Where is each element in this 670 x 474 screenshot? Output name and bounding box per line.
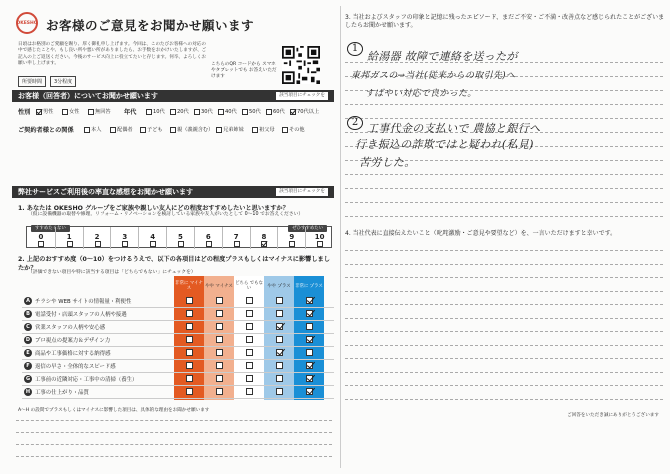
answer-number-1: 1 bbox=[347, 42, 363, 56]
scale-option-5[interactable] bbox=[166, 227, 194, 249]
scale-option-0[interactable] bbox=[27, 227, 55, 249]
duration-label: 所要時間 bbox=[18, 76, 46, 87]
gender-checkbox-male[interactable] bbox=[36, 109, 42, 115]
service-section-header bbox=[12, 186, 334, 198]
age-option-20s[interactable] bbox=[170, 108, 189, 115]
gender-option-label: 男性 bbox=[43, 109, 54, 115]
scale-checkbox[interactable] bbox=[95, 241, 101, 247]
col-header-neutral: どちら でもない bbox=[235, 281, 263, 291]
rating-checkbox[interactable] bbox=[276, 349, 283, 356]
item-label: 営業スタッフの人柄や安心感 bbox=[35, 324, 106, 331]
question-4: 4. 当社代表に直接伝えたいこと（叱咤激励・ご意見や要望など）を、一言いただけますと幸いです。 bbox=[345, 230, 617, 237]
writing-line[interactable] bbox=[16, 432, 332, 433]
writing-line[interactable] bbox=[345, 277, 663, 278]
writing-line[interactable] bbox=[345, 304, 663, 305]
item-badge: B bbox=[24, 310, 32, 318]
rating-item bbox=[24, 308, 174, 319]
rating-checkbox[interactable] bbox=[276, 375, 283, 382]
relation-option-self[interactable] bbox=[84, 126, 101, 133]
qr-code-icon[interactable] bbox=[282, 46, 320, 84]
age-option-label: 10代 bbox=[153, 109, 165, 115]
left-panel bbox=[6, 4, 336, 470]
rating-checkbox[interactable] bbox=[276, 310, 283, 317]
rating-checkbox[interactable] bbox=[246, 310, 253, 317]
item-label: チラシや WEB サイトの情報量・利便性 bbox=[35, 298, 132, 305]
rating-checkbox[interactable] bbox=[186, 362, 193, 369]
rating-checkbox[interactable] bbox=[186, 375, 193, 382]
rating-checkbox[interactable] bbox=[216, 323, 223, 330]
age-checkbox[interactable] bbox=[242, 109, 248, 115]
relation-option-other[interactable] bbox=[282, 126, 305, 133]
gender-label: 性別 bbox=[18, 109, 31, 116]
handwritten-line: 給湯器 故障で連絡を送ったが bbox=[367, 50, 518, 63]
rating-checkbox[interactable] bbox=[246, 362, 253, 369]
answer-number-2: 2 bbox=[347, 116, 363, 130]
age-option-10s[interactable] bbox=[146, 108, 165, 115]
thank-you-note: ご回答をいただき誠にありがとうございます bbox=[567, 413, 659, 418]
col-header-slightly-positive: やや プラス bbox=[267, 283, 291, 289]
item-badge: G bbox=[25, 375, 31, 382]
rating-checkbox[interactable] bbox=[216, 349, 223, 356]
writing-line[interactable] bbox=[345, 385, 663, 386]
age-checkbox[interactable] bbox=[266, 109, 272, 115]
relation-option-label: その他 bbox=[289, 127, 305, 133]
relation-option-label: 祖父母 bbox=[259, 127, 275, 133]
rating-item bbox=[24, 360, 174, 371]
rating-checkbox[interactable] bbox=[216, 375, 223, 382]
scale-checkbox[interactable] bbox=[261, 241, 267, 247]
row-divider bbox=[22, 398, 334, 399]
rating-checkbox[interactable] bbox=[216, 297, 223, 304]
scale-checkbox[interactable] bbox=[178, 241, 184, 247]
scale-number: 9 bbox=[289, 233, 295, 241]
relation-checkbox[interactable] bbox=[252, 127, 258, 133]
scale-checkbox[interactable] bbox=[122, 241, 128, 247]
writing-line[interactable] bbox=[345, 372, 663, 373]
writing-line[interactable] bbox=[345, 331, 663, 332]
rating-checkbox[interactable] bbox=[246, 388, 253, 395]
right-panel bbox=[345, 4, 665, 470]
age-label: 年代 bbox=[124, 109, 137, 116]
col-header-very-negative: 非常に マイナス bbox=[175, 281, 203, 291]
item-badge: F bbox=[24, 362, 32, 370]
relation-option-label: 子ども bbox=[147, 127, 163, 133]
question-2: 2. 上記のおすすめ度（0〜10）をつけるうえで、以下の各項目はどの程度プラスもしくはマイナスに影響しましたか？ bbox=[18, 256, 330, 272]
scale-checkbox[interactable] bbox=[38, 241, 44, 247]
seal-text: OKESHO bbox=[16, 20, 38, 26]
rating-item bbox=[24, 321, 174, 332]
scale-number: 2 bbox=[94, 233, 100, 241]
age-option-label: 60代 bbox=[273, 109, 285, 115]
item-badge: A bbox=[24, 297, 32, 305]
age-option-label: 50代 bbox=[249, 109, 261, 115]
scale-number: 8 bbox=[261, 233, 267, 241]
rating-item bbox=[24, 386, 174, 397]
recommend-scale bbox=[26, 226, 332, 248]
rating-checkbox[interactable] bbox=[306, 323, 313, 330]
page-title: お客様のご意見をお聞かせ願います bbox=[46, 18, 255, 33]
age-checkbox[interactable] bbox=[170, 109, 176, 115]
item-badge: D bbox=[25, 336, 31, 343]
rating-checkbox[interactable] bbox=[276, 323, 283, 330]
rating-checkbox[interactable] bbox=[276, 336, 283, 343]
relation-checkbox[interactable] bbox=[84, 127, 90, 133]
age-option-60s[interactable] bbox=[266, 108, 285, 115]
scale-number: 6 bbox=[205, 233, 211, 241]
scale-option-7[interactable] bbox=[222, 227, 250, 249]
age-option-40s[interactable] bbox=[218, 108, 237, 115]
writing-line[interactable] bbox=[16, 444, 332, 445]
relation-checkbox[interactable] bbox=[140, 127, 146, 133]
writing-line[interactable] bbox=[345, 174, 663, 175]
age-checkbox-checked[interactable] bbox=[290, 109, 296, 115]
scale-checkbox[interactable] bbox=[289, 241, 295, 247]
question-3: 3. 当社およびスタッフの印象と記憶に残ったエピソード、まだご不安・ご不満・改善点など感じられたことがございましたらお聞かせ願います。 bbox=[345, 14, 665, 29]
reason-note: A〜H の設問でプラスもしくはマイナスに影響した項目は、具体的な理由をお聞かせ願います bbox=[18, 408, 210, 413]
writing-line[interactable] bbox=[345, 399, 663, 400]
rating-checkbox[interactable] bbox=[246, 323, 253, 330]
relation-checkbox[interactable] bbox=[170, 127, 176, 133]
age-option-label: 40代 bbox=[225, 109, 237, 115]
gender-option-female[interactable] bbox=[62, 108, 79, 115]
handwritten-line: 苦労した。 bbox=[359, 156, 416, 169]
col-header-very-positive: 非常に プラス bbox=[295, 283, 323, 289]
gender-option-male[interactable] bbox=[36, 108, 53, 115]
item-label: 工事前の近隣対応・工事中の清掃（養生） bbox=[35, 376, 138, 383]
relation-option-label: 親（義親含む） bbox=[177, 127, 214, 133]
relation-checkbox[interactable] bbox=[216, 127, 222, 133]
scale-option-1[interactable] bbox=[55, 227, 83, 249]
relation-option-sibling[interactable] bbox=[216, 126, 244, 133]
rating-checkbox[interactable] bbox=[246, 336, 253, 343]
rating-checkbox[interactable] bbox=[246, 349, 253, 356]
item-label: 返信の早さ・全体的なスピード感 bbox=[35, 363, 116, 370]
writing-line[interactable] bbox=[345, 104, 663, 105]
company-seal bbox=[16, 12, 38, 34]
age-option-label: 30代 bbox=[201, 109, 213, 115]
scale-low-label: すすめたくない bbox=[31, 225, 70, 232]
question-2-note: （評価できない項目や特に該当する項目は「どちらでもない」にチェックを） bbox=[28, 270, 196, 275]
item-label: 工事の仕上がり・品質 bbox=[35, 389, 89, 396]
rating-checkbox[interactable] bbox=[276, 362, 283, 369]
writing-line[interactable] bbox=[345, 318, 663, 319]
item-label: プロ視点の提案力＆デザイン力 bbox=[35, 337, 111, 344]
duration-value: 3分程度 bbox=[50, 76, 76, 87]
writing-line[interactable] bbox=[345, 188, 663, 189]
age-option-30s[interactable] bbox=[194, 108, 213, 115]
item-badge: E bbox=[24, 349, 32, 357]
rating-checkbox[interactable] bbox=[276, 297, 283, 304]
scale-number: 3 bbox=[122, 233, 128, 241]
handwritten-line: 東邦ガスの→当社(従来からの取引先)へ bbox=[351, 71, 516, 81]
writing-line[interactable] bbox=[16, 420, 332, 421]
rating-item bbox=[24, 347, 174, 358]
rating-checkbox[interactable] bbox=[246, 375, 253, 382]
rating-checkbox[interactable] bbox=[306, 388, 313, 395]
age-checkbox[interactable] bbox=[146, 109, 152, 115]
rating-item bbox=[24, 295, 174, 306]
rating-checkbox[interactable] bbox=[306, 349, 313, 356]
rating-checkbox[interactable] bbox=[246, 297, 253, 304]
rating-item bbox=[24, 373, 174, 384]
gender-checkbox-none[interactable] bbox=[88, 109, 94, 115]
rating-checkbox[interactable] bbox=[276, 388, 283, 395]
handwritten-line: 工事代金の支払いで 農協と銀行へ bbox=[367, 122, 541, 135]
rating-checkbox[interactable] bbox=[186, 349, 193, 356]
relation-option-label: 本人 bbox=[91, 127, 102, 133]
item-label: 電話受付・店頭スタッフの人柄や接遇 bbox=[35, 311, 127, 318]
customer-section-header bbox=[12, 90, 334, 102]
required-badge: 該当項目にチェックを bbox=[276, 92, 328, 100]
rating-checkbox[interactable] bbox=[186, 388, 193, 395]
age-option-label: 20代 bbox=[177, 109, 189, 115]
rating-item bbox=[24, 334, 174, 345]
rating-checkbox[interactable] bbox=[216, 310, 223, 317]
page-divider bbox=[340, 6, 341, 468]
scale-option-2[interactable] bbox=[83, 227, 111, 249]
item-badge: H bbox=[25, 388, 31, 395]
service-section-title: 弊社サービスご利用後の率直な感想をお聞かせ願います bbox=[18, 188, 193, 196]
scale-number: 1 bbox=[66, 233, 72, 241]
rating-checkbox[interactable] bbox=[186, 297, 193, 304]
rating-checkbox[interactable] bbox=[306, 297, 313, 304]
question-1: 1. あなたは OKESHO グループをご家族や親しい友人にどの程度おすすめしたいと思いますか？ bbox=[18, 205, 289, 212]
age-option-70s[interactable] bbox=[290, 108, 319, 115]
rating-checkbox[interactable] bbox=[216, 336, 223, 343]
relation-option-child[interactable] bbox=[140, 126, 163, 133]
writing-line[interactable] bbox=[345, 358, 663, 359]
scale-option-3[interactable] bbox=[110, 227, 138, 249]
scale-checkbox[interactable] bbox=[234, 241, 240, 247]
scale-option-6[interactable] bbox=[194, 227, 222, 249]
writing-line[interactable] bbox=[16, 456, 332, 457]
rating-checkbox[interactable] bbox=[306, 375, 313, 382]
rating-checkbox[interactable] bbox=[186, 310, 193, 317]
handwritten-line: 行き振込の詐欺ではと疑われ(私見) bbox=[355, 138, 534, 151]
gender-option-label: 女性 bbox=[69, 109, 80, 115]
rating-checkbox[interactable] bbox=[216, 388, 223, 395]
scale-number: 10 bbox=[314, 233, 325, 241]
scale-checkbox[interactable] bbox=[206, 241, 212, 247]
scale-number: 0 bbox=[38, 233, 44, 241]
customer-section-title: お客様（回答者）についてお聞かせ願います bbox=[18, 92, 158, 100]
rating-checkbox[interactable] bbox=[306, 336, 313, 343]
age-checkbox[interactable] bbox=[218, 109, 224, 115]
age-option-50s[interactable] bbox=[242, 108, 261, 115]
writing-line[interactable] bbox=[345, 118, 663, 119]
scale-number: 7 bbox=[233, 233, 239, 241]
rating-checkbox[interactable] bbox=[186, 336, 193, 343]
col-header-slightly-negative: やや マイナス bbox=[205, 283, 233, 289]
relation-option-label: 兄弟姉妹 bbox=[223, 127, 244, 133]
scale-option-4[interactable] bbox=[138, 227, 166, 249]
scale-high-label: ぜひすすめたい bbox=[288, 225, 327, 232]
rating-checkbox[interactable] bbox=[306, 362, 313, 369]
relation-checkbox[interactable] bbox=[110, 127, 116, 133]
scale-checkbox[interactable] bbox=[67, 241, 73, 247]
scale-number: 4 bbox=[150, 233, 156, 241]
relation-option-spouse[interactable] bbox=[110, 126, 133, 133]
scale-checkbox[interactable] bbox=[317, 241, 323, 247]
age-checkbox[interactable] bbox=[194, 109, 200, 115]
item-badge: C bbox=[24, 323, 32, 331]
scale-checkbox[interactable] bbox=[150, 241, 156, 247]
rating-checkbox[interactable] bbox=[216, 362, 223, 369]
writing-line[interactable] bbox=[345, 291, 663, 292]
rating-checkbox[interactable] bbox=[186, 323, 193, 330]
relation-label: ご契約者様との関係 bbox=[18, 127, 74, 134]
rating-checkbox[interactable] bbox=[306, 310, 313, 317]
required-badge: 該当項目にチェックを bbox=[276, 188, 328, 196]
item-label: 商品や工事価格に対する納得感 bbox=[35, 350, 111, 357]
writing-line[interactable] bbox=[345, 250, 663, 251]
writing-line[interactable] bbox=[345, 345, 663, 346]
handwritten-line: すばやい対応で良かった。 bbox=[365, 89, 477, 99]
scale-number: 5 bbox=[178, 233, 183, 241]
writing-line[interactable] bbox=[345, 264, 663, 265]
gender-option-none[interactable] bbox=[88, 108, 111, 115]
scale-option-10[interactable] bbox=[305, 227, 333, 249]
qr-caption: こちらのQR コードから スマホやタブレットでも お答えいただけます bbox=[211, 62, 277, 79]
writing-line[interactable] bbox=[345, 216, 663, 217]
relation-option-parent[interactable] bbox=[170, 126, 213, 133]
scale-option-8[interactable] bbox=[250, 227, 278, 249]
relation-option-grandparent[interactable] bbox=[252, 126, 275, 133]
relation-option-label: 配偶者 bbox=[117, 127, 133, 133]
gender-option-label: 無回答 bbox=[95, 109, 111, 115]
age-option-label: 70代以上 bbox=[297, 109, 320, 115]
intro-text: 日頃はお格別のご愛顧を賜り、厚く御礼申し上げます。今回は、このたびお客様への対応の中で感じたことや、もし良い所や悪い所がありましたら、お手数をおかけいたしますが、ご記入の上ご返送ください。今後のサービス向上に役立てたいと存じます。何卒、よろしくお願い申し上げます。 bbox=[18, 42, 207, 67]
writing-line[interactable] bbox=[345, 202, 663, 203]
scale-option-9[interactable] bbox=[277, 227, 305, 249]
gender-checkbox-female[interactable] bbox=[62, 109, 68, 115]
relation-checkbox[interactable] bbox=[282, 127, 288, 133]
question-1-note: （仮に設備機器の取替や修理、リフォーム・リノベーションを検討している家族や友人がいたとして 0〜10 でお答えください） bbox=[28, 212, 304, 217]
